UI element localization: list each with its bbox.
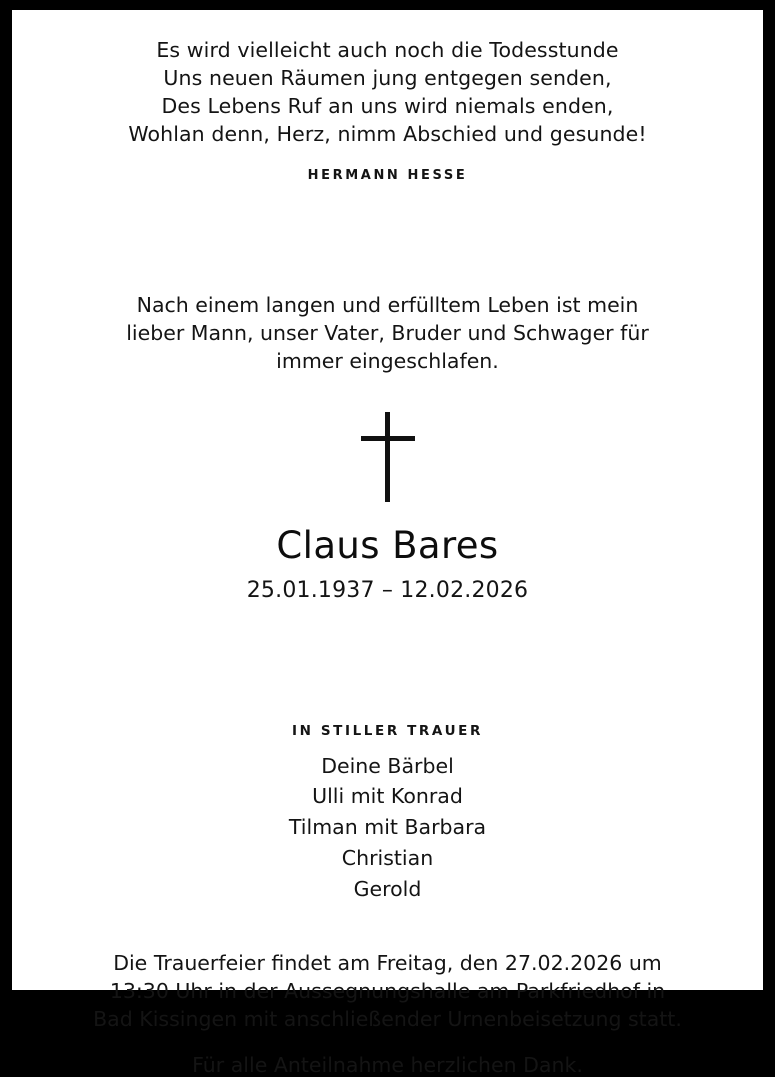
cross-symbol-wrapper xyxy=(361,412,415,502)
poem-block xyxy=(128,36,646,148)
mourner-name: Ulli mit Konrad xyxy=(312,784,463,809)
cross-vertical-bar xyxy=(385,412,390,502)
mourner-name: Gerold xyxy=(353,876,422,901)
service-line: 13:30 Uhr in der Aussegnungshalle am Parkfriedhof in xyxy=(109,979,666,1004)
mourners-list xyxy=(289,751,486,905)
deceased-dates: 25.01.1937 – 12.02.2026 xyxy=(246,577,529,603)
intro-text xyxy=(126,291,649,375)
service-line: Die Trauerfeier findet am Freitag, den 27.02.2026 um xyxy=(113,951,662,976)
mourning-title: IN STILLER TRAUER xyxy=(292,722,483,739)
obituary-card xyxy=(12,10,763,1077)
poem-line: Es wird vielleicht auch noch die Todesstunde xyxy=(156,38,619,62)
poem-line: Des Lebens Ruf an uns wird niemals enden, xyxy=(161,94,614,119)
poem-line: Wohlan denn, Herz, nimm Abschied und gesunde! xyxy=(128,122,647,147)
service-line: Bad Kissingen mit anschließender Urnenbeisetzung statt. xyxy=(93,1007,682,1032)
cross-horizontal-bar xyxy=(361,436,415,441)
deceased-name: Claus Bares xyxy=(276,523,499,567)
intro-line: lieber Mann, unser Vater, Bruder und Schwager für xyxy=(126,321,649,346)
thanks-note: Für alle Anteilnahme herzlichen Dank. xyxy=(192,1052,583,1077)
mourner-name: Tilman mit Barbara xyxy=(288,815,487,840)
intro-line: immer eingeschlafen. xyxy=(276,349,499,374)
service-details xyxy=(93,949,682,1033)
poem-line: Uns neuen Räumen jung entgegen senden, xyxy=(163,66,612,91)
intro-line: Nach einem langen und erfülltem Leben ist mein xyxy=(136,293,639,318)
mourner-name: Deine Bärbel xyxy=(321,753,454,778)
poem-author: HERMANN HESSE xyxy=(307,168,468,184)
mourner-name: Christian xyxy=(341,845,434,870)
christian-cross-icon xyxy=(361,412,415,502)
